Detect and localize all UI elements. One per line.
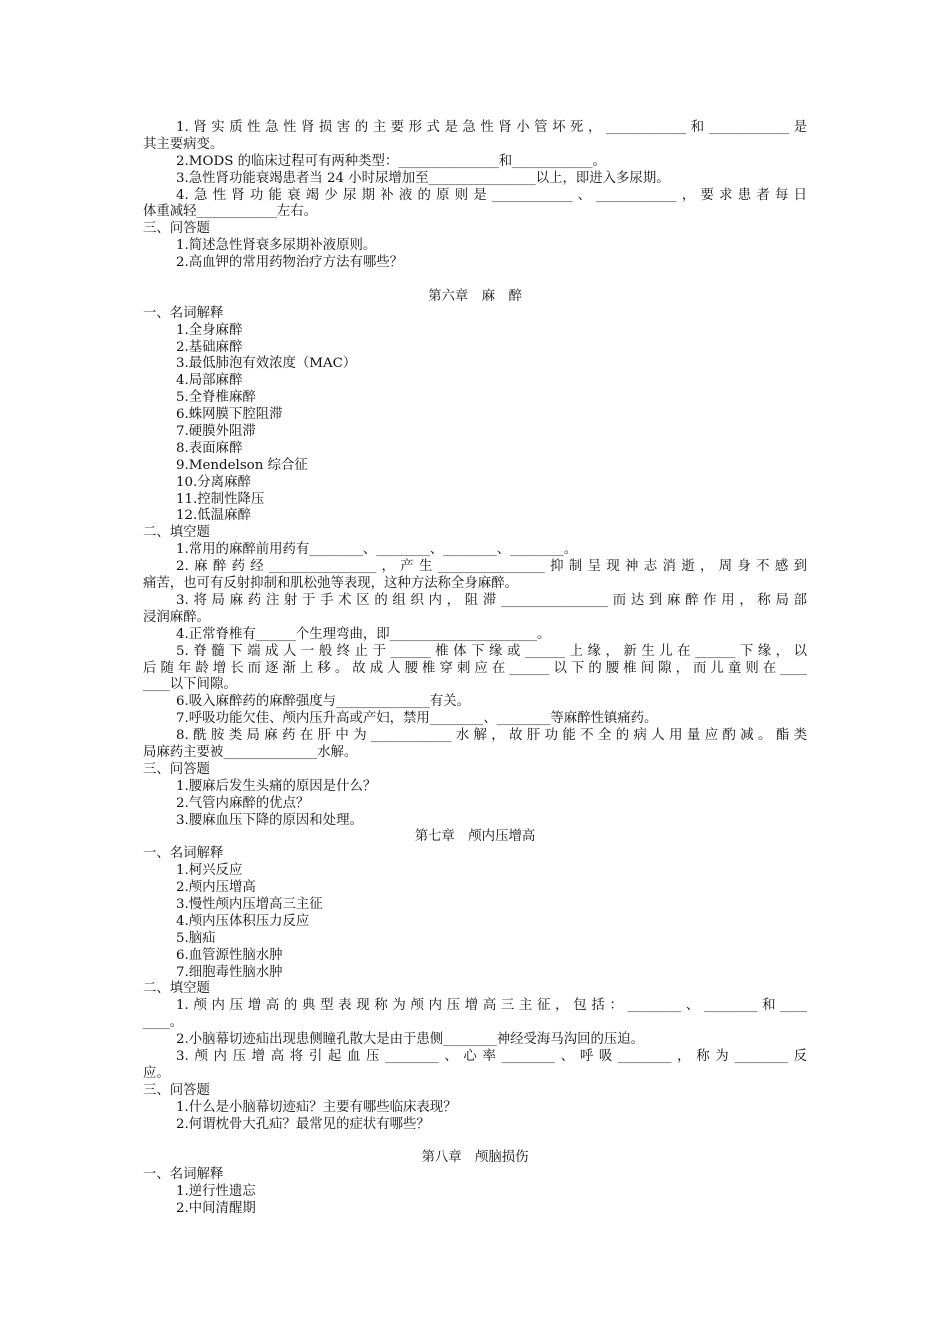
- text-line: 2.颅内压增高: [176, 880, 256, 896]
- text-line: 3.颅内压增高将引起血压________、心率________、呼吸________，称为________反: [176, 1048, 807, 1064]
- chapter8-title: 第八章 颅脑损伤: [421, 1150, 529, 1166]
- text-line: 局麻药主要被______________水解。: [143, 744, 358, 760]
- text-line: 1.全身麻醉: [176, 322, 243, 338]
- text-line: 二、填空题: [143, 981, 210, 997]
- text-line: 7.硬膜外阻滞: [176, 424, 256, 440]
- text-line: 1.肾实质性急性肾损害的主要形式是急性肾小管坏死，____________和____________是: [176, 120, 807, 135]
- text-line: 2.中间清醒期: [176, 1201, 256, 1216]
- text-line: 6.吸入麻醉药的麻醉强度与______________有关。: [176, 694, 470, 710]
- text-line: 3.最低肺泡有效浓度（MAC）: [176, 356, 357, 372]
- text-line: 5.脊髓下端成人一般终止于______椎体下缘或______上缘，新生儿在______下缘，以: [176, 643, 807, 659]
- text-line: 一、名词解释: [143, 1167, 224, 1183]
- chapter7-title: 第七章 颅内压增高: [414, 829, 536, 845]
- text-line: 一、名词解释: [143, 305, 224, 321]
- text-line: 7.呼吸功能欠佳、颅内压升高或产妇，禁用________、________等麻醉性镇痛药。: [176, 711, 658, 727]
- text-line: 1.什么是小脑幕切迹疝？主要有哪些临床表现？: [176, 1099, 457, 1115]
- text-line: 5.脑疝: [176, 930, 216, 946]
- chapter8-body: [143, 1167, 807, 1218]
- text-line: 12.低温麻醉: [176, 508, 251, 524]
- text-line: 3.将局麻药注射于手术区的组织内，阻滞________________而达到麻醉作用，称局部: [176, 592, 807, 608]
- text-line: 8.酰胺类局麻药在肝中为____________水解，故肝功能不全的病人用量应酌减。酯类: [176, 728, 807, 744]
- text-line: 2.MODS 的临床过程可有两种类型：_______________和____________。: [176, 153, 606, 169]
- text-line: 4.局部麻醉: [176, 373, 243, 389]
- text-line: 后随年龄增长而逐渐上移。故成人腰椎穿刺应在______以下的腰椎间隙，而儿童则在____: [143, 660, 807, 676]
- text-line: 3.慢性颅内压增高三主征: [176, 896, 323, 912]
- chapter6-body: [143, 306, 807, 830]
- text-line: 2.麻醉药经________________，产生________________抑制呈现神志消逝，周身不感到: [176, 559, 807, 575]
- text-line: 4.急性肾功能衰竭少尿期补液的原则是____________、____________，要求患者每日: [176, 187, 807, 203]
- text-line: 2.何谓枕骨大孔疝？最常见的症状有哪些？: [176, 1116, 430, 1132]
- text-line: 9.Mendelson 综合征: [176, 457, 308, 473]
- document-page: [143, 120, 807, 1218]
- text-line: 3.急性肾功能衰竭患者当 24 小时尿增加至________________以上，即进入多尿期。: [176, 170, 670, 186]
- chapter7-body: [143, 846, 807, 1133]
- text-line: 体重减轻____________左右。: [143, 204, 318, 220]
- text-line: 11.控制性降压: [176, 491, 265, 507]
- chapter5-continued: [143, 120, 807, 272]
- text-line: 3.腰麻血压下降的原因和处理。: [176, 812, 363, 828]
- text-line: 其主要病变。: [143, 136, 224, 152]
- text-line: 2.小脑幕切迹疝出现患侧瞳孔散大是由于患侧________神经受海马沟回的压迫。: [176, 1032, 645, 1048]
- text-line: 10.分离麻醉: [176, 474, 251, 490]
- spacer: [143, 272, 807, 289]
- text-line: 5.全脊椎麻醉: [176, 390, 256, 406]
- text-line: 2.基础麻醉: [176, 339, 243, 355]
- text-line: 1.常用的麻醉前用药有________、________、________、________。: [176, 542, 578, 558]
- text-line: ____以下间隙。: [143, 677, 237, 693]
- chapter6-title: 第六章 麻 醉: [428, 288, 522, 304]
- text-line: 二、填空题: [143, 525, 210, 541]
- text-line: 痛苦，也可有反射抑制和肌松弛等表现，这种方法称全身麻醉。: [143, 576, 518, 592]
- text-line: 1.腰麻后发生头痛的原因是什么？: [176, 778, 377, 794]
- text-line: 应。: [143, 1065, 170, 1081]
- text-line: 浸润麻醉。: [143, 609, 210, 625]
- text-line: 6.蛛网膜下腔阻滞: [176, 407, 283, 423]
- text-line: 1.逆行性遗忘: [176, 1184, 256, 1200]
- text-line: 三、问答题: [143, 761, 210, 777]
- text-line: 三、问答题: [143, 1082, 210, 1098]
- text-line: 2.高血钾的常用药物治疗方法有哪些？: [176, 255, 404, 271]
- spacer: [143, 1133, 807, 1150]
- text-line: 4.正常脊椎有______个生理弯曲，即______________________。: [176, 626, 551, 642]
- text-line: 6.血管源性脑水肿: [176, 947, 283, 963]
- text-line: 一、名词解释: [143, 846, 224, 862]
- text-line: 4.颅内压体积压力反应: [176, 913, 310, 929]
- text-line: 7.细胞毒性脑水肿: [176, 964, 283, 980]
- text-line: 1.柯兴反应: [176, 863, 243, 879]
- text-line: 2.气管内麻醉的优点？: [176, 795, 310, 811]
- text-line: 1.颅内压增高的典型表现称为颅内压增高三主征，包括：________、________和____: [176, 998, 807, 1014]
- text-line: 8.表面麻醉: [176, 440, 243, 456]
- text-line: ____。: [143, 1015, 184, 1031]
- text-line: 1.简述急性肾衰多尿期补液原则。: [176, 238, 377, 254]
- text-line: 三、问答题: [143, 221, 210, 237]
